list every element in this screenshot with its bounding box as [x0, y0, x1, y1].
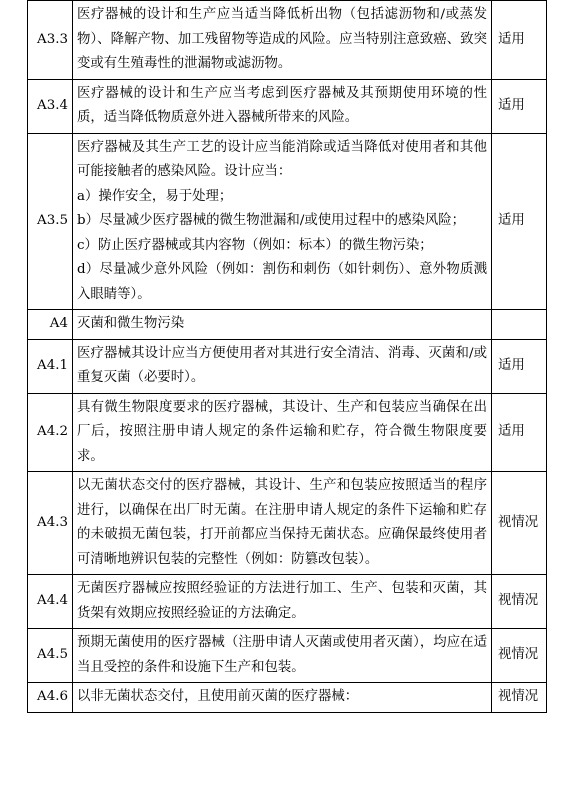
clause-text: [73, 310, 492, 340]
clause-text: [73, 575, 492, 629]
table-row: [28, 393, 547, 472]
clause-line: b）尽量减少医疗器械的微生物泄漏和/或使用过程中的感染风险；: [77, 213, 466, 228]
clause-code: A4.4: [28, 575, 73, 629]
table-row: [28, 310, 547, 340]
clause-line: 预期无菌使用的医疗器械（注册申请人灭菌或使用者灭菌），均应在适当且受控的条件和设施下生产和包装。: [77, 635, 487, 675]
table-row: [28, 629, 547, 683]
applicability: 适用: [492, 393, 547, 472]
clause-line: 无菌医疗器械应按照经验证的方法进行加工、生产、包装和灭菌，其货架有效期应按照经验证的方法确定。: [77, 581, 487, 621]
clause-text: [73, 339, 492, 393]
table-row: [28, 1, 547, 80]
clause-code: A4.5: [28, 629, 73, 683]
clause-code: A4.2: [28, 393, 73, 472]
clause-line: 灭菌和微生物污染: [77, 316, 185, 331]
clause-line: 以非无菌状态交付，且使用前灭菌的医疗器械：: [77, 689, 359, 704]
clause-text: [73, 472, 492, 575]
table-row: [28, 79, 547, 133]
applicability: [492, 310, 547, 340]
clause-text: [73, 79, 492, 133]
clause-line: 医疗器械的设计和生产应当适当降低析出物（包括滤沥物和/或蒸发物）、降解产物、加工残留物等造成的风险。应当特别注意致癌、致突变或有生殖毒性的泄漏物或滤沥物。: [77, 7, 487, 71]
table-row: [28, 133, 547, 310]
clause-code: A3.3: [28, 1, 73, 80]
table-row: [28, 339, 547, 393]
clause-line: d）尽量减少意外风险（例如：割伤和刺伤（如针刺伤）、意外物质溅入眼睛等）。: [77, 262, 487, 302]
applicability: 适用: [492, 339, 547, 393]
clause-line: 具有微生物限度要求的医疗器械，其设计、生产和包装应当确保在出厂后，按照注册申请人规定的条件运输和贮存，符合微生物限度要求。: [77, 399, 487, 464]
clause-line: c）防止医疗器械或其内容物（例如：标本）的微生物污染；: [77, 237, 433, 253]
applicability: 视情况: [492, 683, 547, 713]
clause-code: A4: [28, 310, 73, 340]
clause-line: 医疗器械的设计和生产应当考虑到医疗器械及其预期使用环境的性质，适当降低物质意外进入器械所带来的风险。: [77, 85, 487, 125]
requirements-table: [27, 0, 547, 713]
table-row: [28, 575, 547, 629]
applicability: 视情况: [492, 629, 547, 683]
table-row: [28, 472, 547, 575]
clause-code: A4.3: [28, 472, 73, 575]
clause-line: 医疗器械及其生产工艺的设计应当能消除或适当降低对使用者和其他可能接触者的感染风险。设计应当：: [77, 139, 487, 179]
clause-code: A3.5: [28, 133, 73, 310]
applicability: 视情况: [492, 472, 547, 575]
clause-text: [73, 133, 492, 310]
clause-line: 以无菌状态交付的医疗器械，其设计、生产和包装应按照适当的程序进行，以确保在出厂时无菌。在注册申请人规定的条件下运输和贮存的未破损无菌包装，打开前都应当保持无菌状态。应确保最终使用者可清晰地辨识包装的完整性（例如：防篡改包装）。: [77, 478, 487, 567]
clause-text: [73, 393, 492, 472]
clause-code: A4.1: [28, 339, 73, 393]
clause-code: A3.4: [28, 79, 73, 133]
applicability: 适用: [492, 1, 547, 80]
applicability: 视情况: [492, 575, 547, 629]
clause-code: A4.6: [28, 683, 73, 713]
clause-text: [73, 683, 492, 713]
table-row: [28, 683, 547, 713]
clause-text: [73, 629, 492, 683]
clause-text: [73, 1, 492, 80]
clause-line: a）操作安全，易于处理；: [77, 188, 233, 204]
clause-line: 医疗器械其设计应当方便使用者对其进行安全清洁、消毒、灭菌和/或重复灭菌（必要时）。: [77, 345, 487, 385]
applicability: 适用: [492, 133, 547, 310]
applicability: 适用: [492, 79, 547, 133]
